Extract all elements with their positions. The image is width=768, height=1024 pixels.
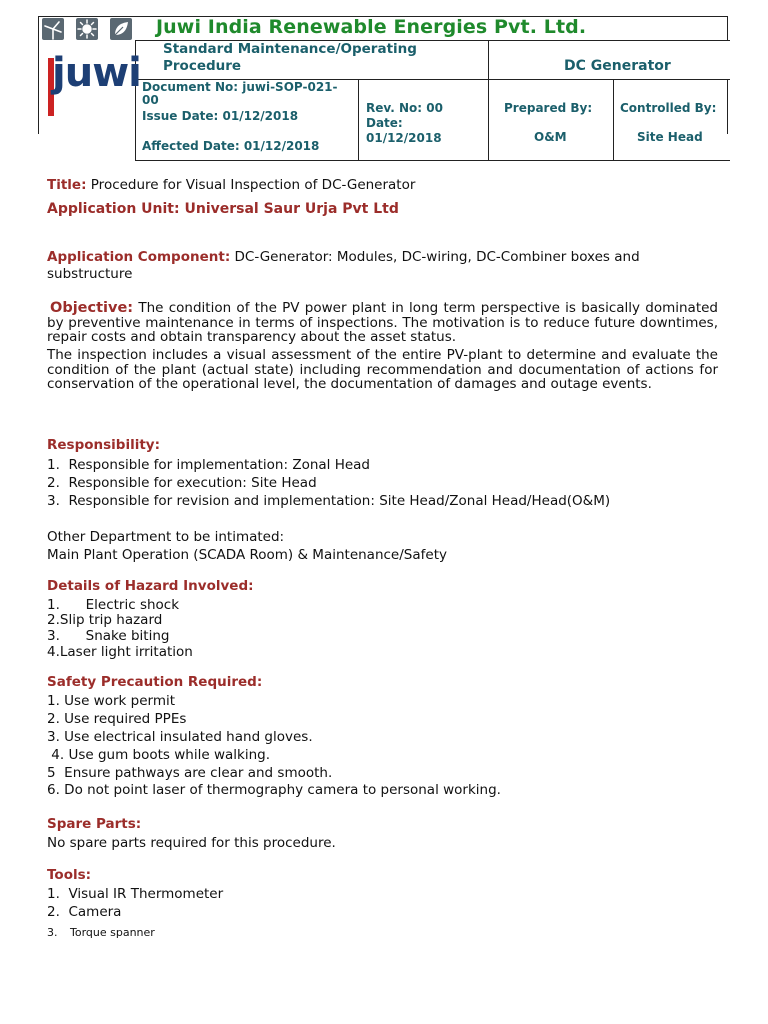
responsibility-heading: Responsibility: — [47, 437, 160, 453]
spare-parts-text: No spare parts required for this procedure. — [47, 835, 336, 851]
tools-item-1: 1. Visual IR Thermometer — [47, 886, 224, 902]
header-right-border — [727, 79, 728, 134]
application-component — [47, 249, 640, 265]
other-department-value: Main Plant Operation (SCADA Room) & Maintenance/Safety — [47, 547, 447, 563]
hazard-item-2: 2.Slip trip hazard — [47, 612, 163, 628]
application-component-line2: substructure — [47, 266, 133, 282]
title-text: Procedure for Visual Inspection of DC-Generator — [90, 177, 416, 193]
header-col-divider-3 — [613, 79, 614, 161]
equipment-name: DC Generator — [564, 58, 671, 74]
affected-date: Affected Date: 01/12/2018 — [142, 139, 320, 153]
safety-item-4: 4. Use gum boots while walking. — [47, 747, 270, 763]
prepared-by-label: Prepared By: — [504, 101, 593, 115]
sun-icon — [76, 18, 98, 40]
leaf-icon — [110, 18, 132, 40]
tools-heading: Tools: — [47, 867, 92, 883]
hazard-item-4: 4.Laser light irritation — [47, 644, 193, 660]
header-left-border — [38, 16, 39, 134]
sop-title-line2: Procedure — [163, 58, 242, 74]
tools-item-3-text: Torque spanner — [70, 926, 155, 939]
hazard-heading: Details of Hazard Involved: — [47, 578, 254, 594]
safety-item-1: 1. Use work permit — [47, 693, 176, 709]
spare-parts-heading: Spare Parts: — [47, 816, 142, 832]
objective-label: Objective: — [50, 300, 134, 316]
safety-item-5: 5 Ensure pathways are clear and smooth. — [47, 765, 333, 781]
objective-text: The condition of the PV power plant in long term perspective is basically dominated by preventive maintenance in terms of inspections. The motivation is to reduce future downtimes, repair costs and obtain transparency about the asset status. — [47, 300, 719, 346]
title-line — [47, 177, 415, 193]
inspection-paragraph: The inspection includes a visual assessment of the entire PV-plant to determine and evaluate the condition of the plant (actual state) including recommendation and documentation of actions for conservation of the operational level, the documentation of damages and outage events. — [47, 347, 718, 393]
safety-item-6: 6. Do not point laser of thermography camera to personal working. — [47, 782, 501, 798]
company-name: Juwi India Renewable Energies Pvt. Ltd. — [156, 16, 587, 38]
tools-item-3-number: 3. — [47, 926, 58, 939]
responsibility-item-3: 3. Responsible for revision and implementation: Site Head/Zonal Head/Head(O&M) — [47, 493, 611, 509]
header-col-divider-1 — [358, 79, 359, 161]
document-no-l1: Document No: juwi-SOP-021- — [142, 80, 338, 94]
tools-item-2: 2. Camera — [47, 904, 122, 920]
safety-item-2: 2. Use required PPEs — [47, 711, 187, 727]
wind-turbine-icon — [42, 18, 64, 40]
sop-title-line1: Standard Maintenance/Operating — [163, 41, 417, 57]
date-label: Date: — [366, 116, 403, 130]
responsibility-item-2: 2. Responsible for execution: Site Head — [47, 475, 317, 491]
prepared-by-value: O&M — [534, 130, 567, 144]
application-unit-label: Application Unit: — [47, 201, 180, 217]
application-unit-text: Universal Saur Urja Pvt Ltd — [184, 201, 399, 217]
safety-item-3: 3. Use electrical insulated hand gloves. — [47, 729, 313, 745]
application-unit — [47, 201, 399, 217]
objective-paragraph — [47, 301, 718, 345]
controlled-by-label: Controlled By: — [620, 101, 717, 115]
safety-heading: Safety Precaution Required: — [47, 674, 263, 690]
logo-wordmark: juwi — [52, 50, 141, 96]
title-label: Title: — [47, 177, 87, 193]
juwi-logo — [48, 50, 141, 130]
responsibility-item-1: 1. Responsible for implementation: Zonal Head — [47, 457, 370, 473]
issue-date: Issue Date: 01/12/2018 — [142, 109, 299, 123]
header-right-border-top — [727, 16, 728, 40]
document-no-l2: 00 — [142, 93, 159, 107]
other-department-label: Other Department to be intimated: — [47, 529, 285, 545]
header-bottom-border — [135, 160, 730, 161]
header-col-divider-2 — [488, 40, 489, 161]
application-component-text: DC-Generator: Modules, DC-wiring, DC-Combiner boxes and — [234, 249, 640, 265]
hazard-item-3: 3. Snake biting — [47, 628, 170, 644]
hazard-item-1: 1. Electric shock — [47, 597, 180, 613]
controlled-by-value: Site Head — [637, 130, 703, 144]
rev-no: Rev. No: 00 — [366, 101, 443, 115]
application-component-label: Application Component: — [47, 249, 231, 265]
date-value: 01/12/2018 — [366, 131, 442, 145]
